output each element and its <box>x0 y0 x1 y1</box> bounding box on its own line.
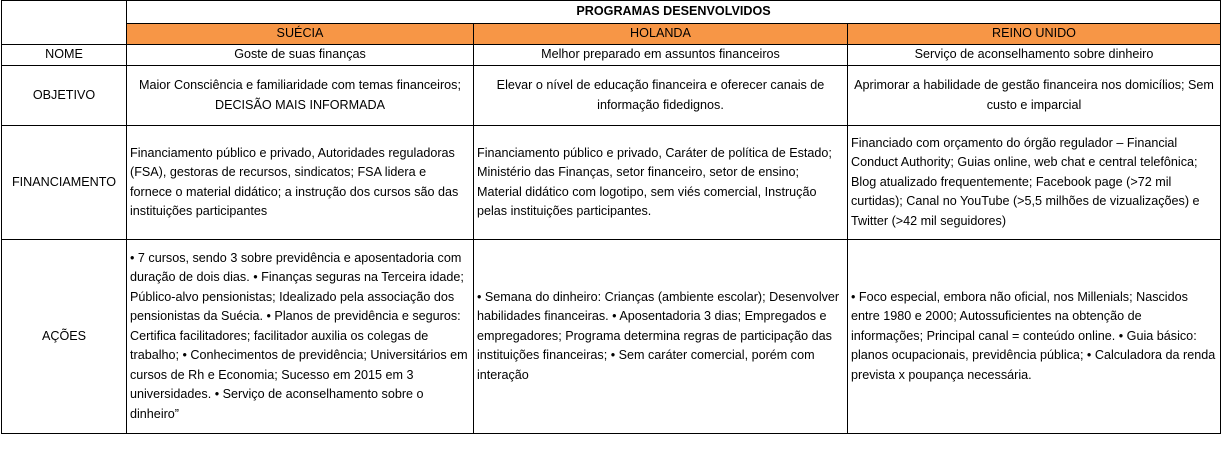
table-title: PROGRAMAS DESENVOLVIDOS <box>127 1 1221 24</box>
cell-nome-suecia: Goste de suas finanças <box>127 45 474 66</box>
cell-financiamento-holanda: Financiamento público e privado, Caráter de política de Estado; Ministério das Finanças, setor financeiro, setor de ensino; Material didático com logotipo, sem viés comercial, Instrução pelas instituições participantes. <box>474 126 848 240</box>
country-header-row <box>2 24 1221 45</box>
country-header-holanda: HOLANDA <box>474 24 848 45</box>
cell-objetivo-suecia: Maior Consciência e familiaridade com temas financeiros; DECISÃO MAIS INFORMADA <box>127 66 474 126</box>
row-label-financiamento: FINANCIAMENTO <box>2 126 127 240</box>
table-row-objetivo <box>2 66 1221 126</box>
cell-financiamento-reino-unido: Financiado com orçamento do órgão regulador – Financial Conduct Authority; Guias online, web chat e central telefônica; Blog atualizado frequentemente; Facebook page (>72 mil curtidas); Canal no YouTube (>5,5 milhões de vizualizações) e Twitter (>42 mil seguidores) <box>848 126 1221 240</box>
corner-cell <box>2 1 127 45</box>
cell-financiamento-suecia: Financiamento público e privado, Autoridades reguladoras (FSA), gestoras de recursos, sindicatos; FSA lidera e fornece o material didático; a instrução dos cursos são das instituições participantes <box>127 126 474 240</box>
table-row-financiamento <box>2 126 1221 240</box>
title-row <box>2 1 1221 24</box>
row-label-acoes: AÇÕES <box>2 240 127 434</box>
table-row-nome <box>2 45 1221 66</box>
cell-objetivo-reino-unido: Aprimorar a habilidade de gestão financeira nos domicílios; Sem custo e imparcial <box>848 66 1221 126</box>
programs-table <box>1 0 1221 434</box>
row-label-objetivo: OBJETIVO <box>2 66 127 126</box>
country-header-suecia: SUÉCIA <box>127 24 474 45</box>
cell-objetivo-holanda: Elevar o nível de educação financeira e oferecer canais de informação fidedignos. <box>474 66 848 126</box>
cell-acoes-holanda: • Semana do dinheiro: Crianças (ambiente escolar); Desenvolver habilidades financeiras. • Aposentadoria 3 dias; Empregados e empregadores; Programa determina regras de participação das instituições financeiras; • Sem caráter comercial, porém com interação <box>474 240 848 434</box>
cell-acoes-reino-unido: • Foco especial, embora não oficial, nos Millenials; Nascidos entre 1980 e 2000; Autossuficientes na obtenção de informações; Principal canal = conteúdo online. • Guia básico: planos ocupacionais, previdência pública; • Calculadora da renda prevista x poupança necessária. <box>848 240 1221 434</box>
cell-acoes-suecia: • 7 cursos, sendo 3 sobre previdência e aposentadoria com duração de dois dias. • Finanças seguras na Terceira idade; Público-alvo pensionistas; Idealizado pela associação dos pensionistas da Suécia. • Planos de previdência e seguros: Certifica facilitadores; facilitador auxilia os colegas de trabalho; • Conhecimentos de previdência; Universitários em cursos de Rh e Economia; Sucesso em 2015 em 3 universidades. • Serviço de aconselhamento sobre o dinheiro” <box>127 240 474 434</box>
row-label-nome: NOME <box>2 45 127 66</box>
country-header-reino-unido: REINO UNIDO <box>848 24 1221 45</box>
table-row-acoes <box>2 240 1221 434</box>
cell-nome-holanda: Melhor preparado em assuntos financeiros <box>474 45 848 66</box>
cell-nome-reino-unido: Serviço de aconselhamento sobre dinheiro <box>848 45 1221 66</box>
